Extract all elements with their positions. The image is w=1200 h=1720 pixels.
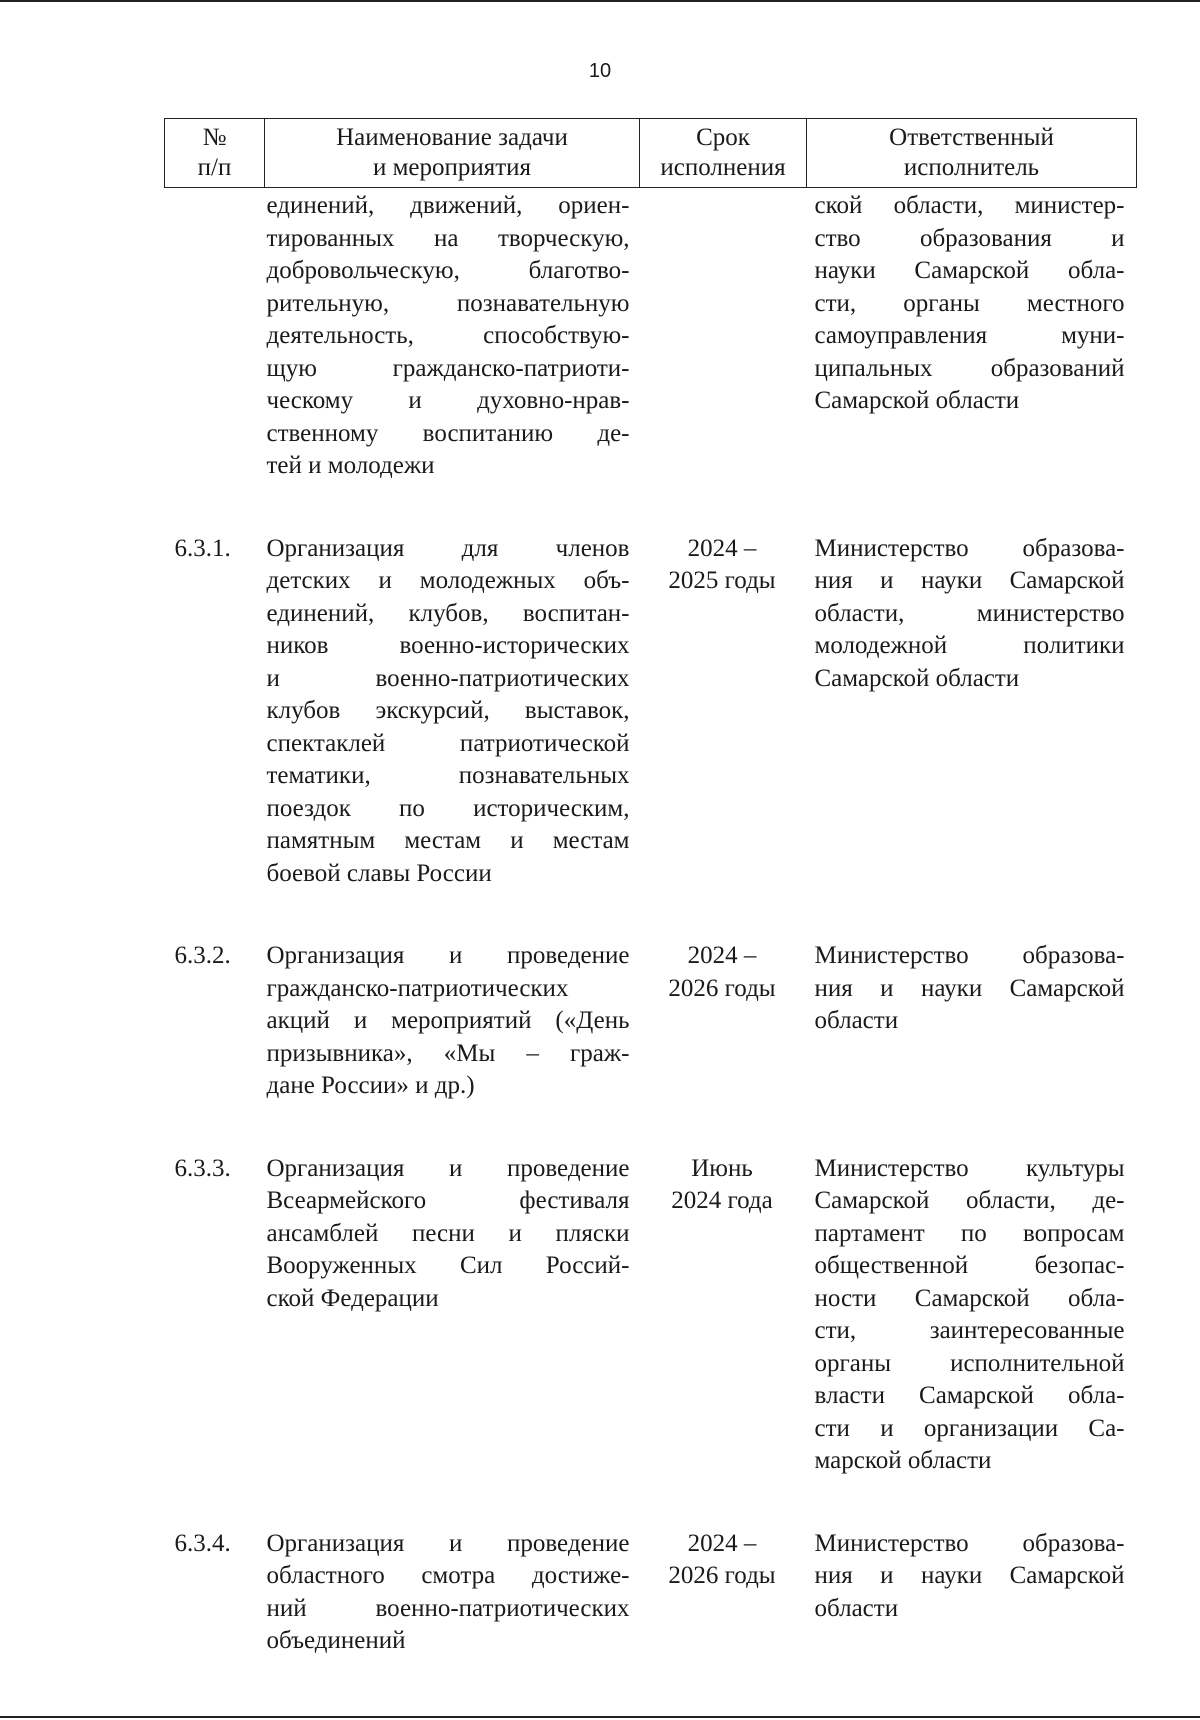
task-name-line: тированных на творческую, <box>266 224 630 252</box>
task-name-line: тематики, познавательных <box>266 762 630 789</box>
responsible-executor-line: ципальных образований <box>814 354 1125 382</box>
task-name-line: единений, клубов, воспитан- <box>266 599 630 627</box>
responsible-executor-line: сти, органы местного <box>814 289 1125 317</box>
responsible-executor-line: власти Самарской обла- <box>814 1382 1125 1409</box>
task-name-line: и военно-патриотических <box>266 664 630 692</box>
row-spacer <box>165 483 1137 533</box>
responsible-executor-line: ство образования и <box>814 224 1125 252</box>
deadline-cell <box>640 188 807 483</box>
responsible-executor-line: ской области, министер- <box>814 192 1125 219</box>
top-border-line <box>0 0 1200 2</box>
deadline-line: 2024 – <box>687 534 757 562</box>
table-row <box>165 533 1137 891</box>
table-row <box>165 940 1137 1103</box>
task-name-cell <box>265 533 640 891</box>
responsible-executor-line: области <box>814 1594 899 1622</box>
task-name-line: акций и мероприятий («День <box>266 1007 630 1034</box>
task-name-line: Организация и проведение <box>266 1154 630 1182</box>
deadline-line: 2026 годы <box>668 974 776 1002</box>
responsible-executor-cell <box>807 1153 1137 1478</box>
row-spacer-cell <box>165 1103 1137 1153</box>
responsible-executor-line: марской области <box>814 1447 992 1474</box>
task-name-line: гражданско-патриотических <box>266 974 569 1002</box>
responsible-executor-cell <box>807 533 1137 891</box>
task-name-line: детских и молодежных объ- <box>266 567 630 594</box>
deadline-line: 2024 – <box>687 1529 757 1557</box>
deadline-line: 2026 годы <box>668 1562 776 1589</box>
deadline-line: Июнь <box>691 1154 753 1182</box>
responsible-executor-line: Самарской области, де- <box>814 1187 1125 1214</box>
task-name-line: клубов экскурсий, выставок, <box>266 697 630 724</box>
deadline-cell <box>640 940 807 1103</box>
row-number: 6.3.1. <box>174 534 231 562</box>
header-num-line: № <box>202 124 227 151</box>
task-name-line: дане России» и др.) <box>266 1072 475 1099</box>
row-spacer-cell <box>165 483 1137 533</box>
task-name-line: Организация и проведение <box>266 942 630 969</box>
responsible-executor-cell <box>807 940 1137 1103</box>
task-name-cell <box>265 940 640 1103</box>
task-name-line: тей и молодежи <box>266 452 435 479</box>
task-name-line: объединений <box>266 1627 406 1654</box>
responsible-executor-line: органы исполнительной <box>814 1349 1125 1377</box>
responsible-executor-line: самоуправления муни- <box>814 322 1125 349</box>
header-num <box>165 119 265 188</box>
responsible-executor-cell <box>807 188 1137 483</box>
measures-table <box>164 118 1137 1658</box>
task-name-line: единений, движений, ориен- <box>266 192 630 219</box>
deadline-line: 2024 – <box>687 942 757 969</box>
responsible-executor-line: Самарской области <box>814 664 1020 692</box>
header-term-line: Срок <box>696 124 750 151</box>
task-name-cell <box>265 1528 640 1658</box>
row-number: 6.3.2. <box>174 942 231 969</box>
task-name-line: ственному воспитанию де- <box>266 419 630 447</box>
table-row <box>165 1528 1137 1658</box>
header-resp-line: исполнитель <box>903 154 1040 181</box>
deadline-cell <box>640 533 807 891</box>
task-name-line: Всеармейского фестиваля <box>266 1187 630 1214</box>
responsible-executor-line: Самарской области <box>814 387 1020 414</box>
row-number: 6.3.3. <box>174 1154 231 1182</box>
row-spacer <box>165 1103 1137 1153</box>
responsible-executor-line: Министерство образова- <box>814 534 1125 562</box>
table-body <box>165 188 1137 1658</box>
row-spacer <box>165 1478 1137 1528</box>
task-name-line: Вооруженных Сил Россий- <box>266 1252 630 1279</box>
task-name-line: спектаклей патриотической <box>266 729 630 757</box>
task-name-line: Организация для членов <box>266 534 630 562</box>
responsible-executor-line: сти и организации Са- <box>814 1414 1125 1442</box>
responsible-executor-line: Министерство культуры <box>814 1154 1125 1182</box>
header-resp-line: Ответственный <box>889 124 1054 151</box>
header-term <box>640 119 807 188</box>
responsible-executor-line: области <box>814 1007 899 1034</box>
deadline-cell <box>640 1528 807 1658</box>
task-name-line: ансамблей песни и пляски <box>266 1219 630 1247</box>
page-number: 10 <box>588 60 612 82</box>
task-name-line: Организация и проведение <box>266 1529 630 1557</box>
task-name-line: рительную, познавательную <box>266 289 630 317</box>
task-name-cell <box>265 1153 640 1478</box>
table-header-row <box>165 119 1137 188</box>
task-name-cell <box>265 188 640 483</box>
header-num-line: п/п <box>197 154 232 181</box>
deadline-line: 2025 годы <box>668 567 776 594</box>
row-spacer-cell <box>165 890 1137 940</box>
responsible-executor-line: молодежной политики <box>814 632 1125 659</box>
task-name-line: ний военно-патриотических <box>266 1594 630 1622</box>
task-name-line: щую гражданско-патриоти- <box>266 354 630 382</box>
responsible-executor-line: партамент по вопросам <box>814 1219 1125 1247</box>
responsible-executor-line: Министерство образова- <box>814 942 1125 969</box>
responsible-executor-line: ния и науки Самарской <box>814 974 1125 1002</box>
responsible-executor-line: сти, заинтересованные <box>814 1317 1125 1344</box>
task-name-line: ников военно-исторических <box>266 632 630 659</box>
responsible-executor-line: ности Самарской обла- <box>814 1284 1125 1312</box>
table-row <box>165 1153 1137 1478</box>
task-name-line: поездок по историческим, <box>266 794 630 822</box>
task-name-line: призывника», «Мы – граж- <box>266 1039 630 1067</box>
task-name-line: ской Федерации <box>266 1284 439 1312</box>
row-number: 6.3.4. <box>174 1529 231 1557</box>
responsible-executor-line: Министерство образова- <box>814 1529 1125 1557</box>
header-name <box>265 119 640 188</box>
header-resp <box>807 119 1137 188</box>
row-spacer-cell <box>165 1478 1137 1528</box>
deadline-line: 2024 года <box>671 1187 773 1214</box>
responsible-executor-cell <box>807 1528 1137 1658</box>
task-name-line: памятным местам и местам <box>266 827 630 854</box>
header-name-line: и мероприятия <box>372 154 532 181</box>
responsible-executor-line: общественной безопас- <box>814 1252 1125 1279</box>
header-term-line: исполнения <box>660 154 786 181</box>
responsible-executor-line: ния и науки Самарской <box>814 1562 1125 1589</box>
header-name-line: Наименование задачи <box>336 124 568 151</box>
responsible-executor-line: науки Самарской обла- <box>814 257 1125 284</box>
task-name-line: деятельность, способствую- <box>266 322 630 349</box>
responsible-executor-line: ния и науки Самарской <box>814 567 1125 594</box>
table-row <box>165 188 1137 483</box>
bottom-border-line <box>0 1716 1200 1718</box>
task-name-line: добровольческую, благотво- <box>266 257 630 284</box>
row-spacer <box>165 890 1137 940</box>
row-number <box>165 188 265 483</box>
task-name-line: боевой славы России <box>266 859 492 887</box>
task-name-line: ческому и духовно-нрав- <box>266 387 630 414</box>
task-name-line: областного смотра достиже- <box>266 1562 630 1589</box>
deadline-cell <box>640 1153 807 1478</box>
responsible-executor-line: области, министерство <box>814 599 1125 627</box>
